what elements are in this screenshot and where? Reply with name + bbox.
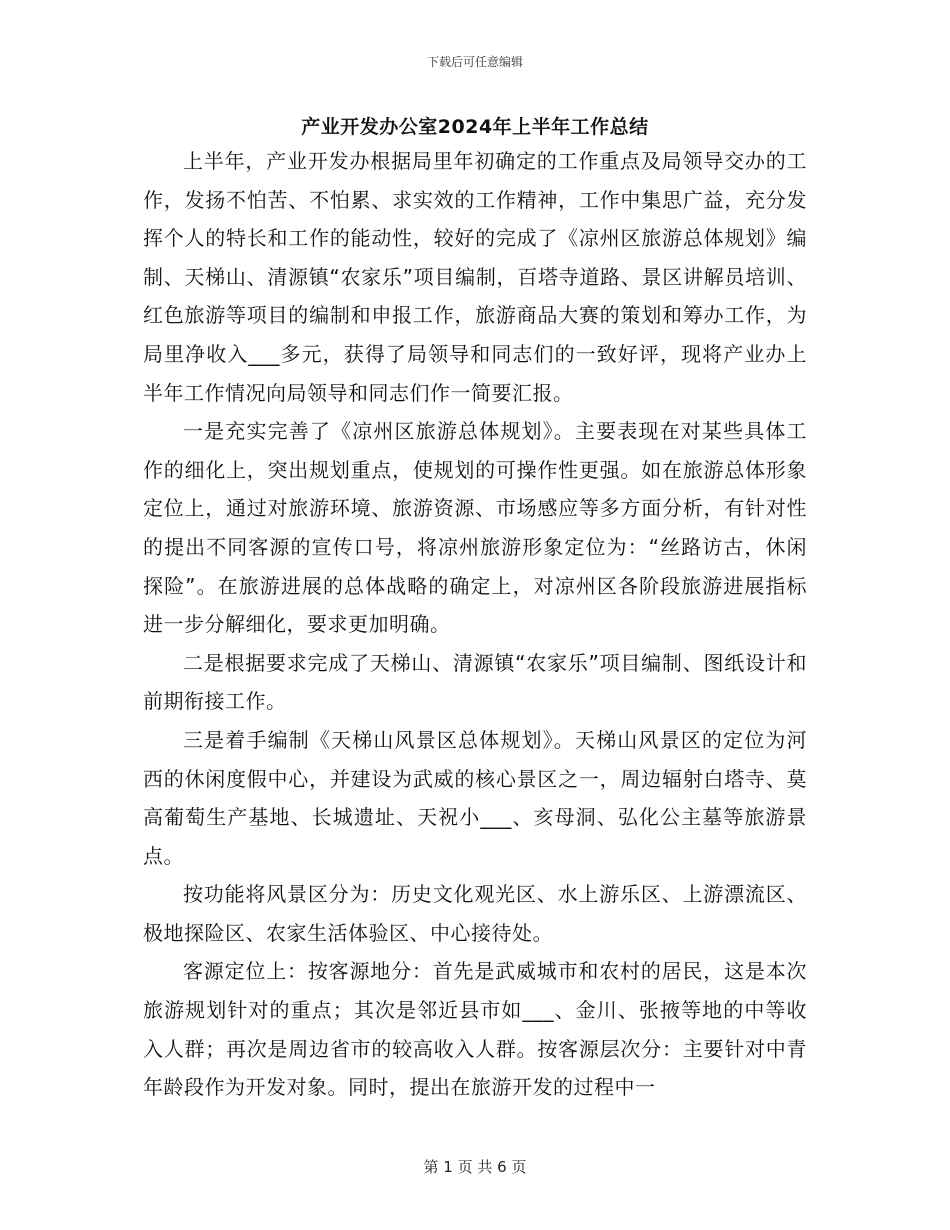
paragraph-visitor-source: 客源定位上：按客源地分：首先是武威城市和农村的居民，这是本次旅游规划针对的重点；其次是邻近县市如___、金川、张掖等地的中等收入人群；再次是周边省市的较高收入人群。按客源层次分：主要针对中青年龄段作为开发对象。同时，提出在旅游开发的过程中一 [143,959,807,1100]
paragraph-item-1: 一是充实完善了《凉州区旅游总体规划》。主要表现在对某些具体工作的细化上，突出规划重点，使规划的可操作性更强。如在旅游总体形象定位上，通过对旅游环境、旅游资源、市场感应等多方面分析，有针对性的提出不同客源的宣传口号，将凉州旅游形象定位为：“丝路访古，休闲探险”。在旅游进展的总体战略的确定上，对凉州区各阶段旅游进展指标进一步分解细化，要求更加明确。 [143,419,807,637]
paragraph-functional-zones: 按功能将风景区分为：历史文化观光区、水上游乐区、上游漂流区、极地探险区、农家生活体验区、中心接待处。 [143,882,807,945]
page-number-footer: 第 1 页 共 6 页 [423,1158,527,1176]
document-body [143,142,807,1107]
document-title: 产业开发办公室2024年上半年工作总结 [301,116,649,138]
paragraph-item-2: 二是根据要求完成了天梯山、清源镇“农家乐”项目编制、图纸设计和前期衔接工作。 [143,650,807,714]
page-header-note: 下载后可任意编辑 [426,55,523,69]
paragraph-item-3: 三是着手编制《天梯山风景区总体规划》。天梯山风景区的定位为河西的休闲度假中心，并建设为武威的核心景区之一，周边辐射白塔寺、莫高葡萄生产基地、长城遗址、天祝小___、亥母洞、弘化公主墓等旅游景点。 [143,727,807,868]
paragraph-intro: 上半年，产业开发办根据局里年初确定的工作重点及局领导交办的工作，发扬不怕苦、不怕累、求实效的工作精神，工作中集思广益，充分发挥个人的特长和工作的能动性，较好的完成了《凉州区旅游总体规划》编制、天梯山、清源镇“农家乐”项目编制，百塔寺道路、景区讲解员培训、红色旅游等项目的编制和申报工作，旅游商品大赛的策划和筹办工作，为局里净收入___多元，获得了局领导和同志们的一致好评，现将产业办上半年工作情况向局领导和同志们作一简要汇报。 [143,149,807,405]
